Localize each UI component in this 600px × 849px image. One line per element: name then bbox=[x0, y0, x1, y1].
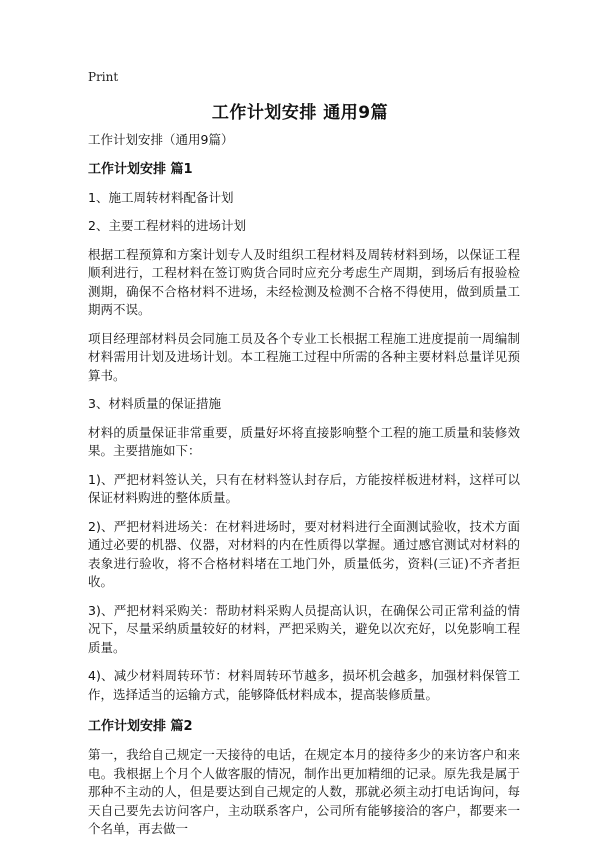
section-heading: 工作计划安排 篇2 bbox=[88, 719, 193, 734]
document-subtitle: 工作计划安排（通用9篇） bbox=[88, 132, 234, 147]
paragraph: 1)、严把材料签认关，只有在材料签认封存后，方能按样板进材料，这样可以保证材料购进的整体质量。 bbox=[88, 471, 520, 505]
paragraph: 4)、减少材料周转环节：材料周转环节越多，损坏机会越多，加强材料保管工作，选择适当的运输方式，能够降低材料成本，提高装修质量。 bbox=[88, 668, 520, 702]
print-label: Print bbox=[88, 70, 119, 84]
section-heading: 工作计划安排 篇1 bbox=[88, 161, 193, 177]
document-title: 工作计划安排 通用9篇 bbox=[211, 103, 389, 123]
paragraph: 2、主要工程材料的进场计划 bbox=[88, 218, 246, 233]
document-body bbox=[88, 131, 520, 849]
paragraph: 项目经理部材料员会同施工员及各个专业工长根据工程施工进度提前一周编制材料需用计划及进场计划。本工程施工过程中所需的各种主要材料总量详见预算书。 bbox=[88, 330, 520, 383]
paragraph: 2)、严把材料进场关：在材料进场时，要对材料进行全面测试验收，技术方面通过必要的机器、仪器，对材料的内在性质得以掌握。通过感官测试对材料的表象进行验收，将不合格材料堵在工地门外，质量低劣，资料(三证)不齐者拒收。 bbox=[88, 518, 520, 589]
paragraph: 第一，我给自己规定一天接待的电话，在规定本月的接待多少的来访客户和来电。我根据上个月个人做客服的情况，制作出更加精细的记录。原先我是属于那种不主动的人，但是要达到自己规定的人数，那就必须主动打电话询问，每天自己要先去访问客户，主动联系客户，公司所有能够接洽的客户，都要来一个名单，再去做一 bbox=[88, 747, 520, 836]
paragraph: 1、施工周转材料配备计划 bbox=[88, 189, 234, 205]
paragraph: 根据工程预算和方案计划专人及时组织工程材料及周转材料到场，以保证工程顺利进行，工程材料在签订购货合同时应充分考虑生产周期，到场后有报验检测期，确保不合格材料不进场，未经检测及检测不合格不得使用，做到质量工期两不误。 bbox=[88, 246, 520, 317]
paragraph: 3)、严把材料采购关：帮助材料采购人员提高认识，在确保公司正常利益的情况下，尽量采纳质量较好的材料，严把采购关，避免以次充好，以免影响工程质量。 bbox=[88, 602, 520, 655]
paragraph: 3、材料质量的保证措施 bbox=[88, 396, 221, 411]
paragraph: 材料的质量保证非常重要，质量好坏将直接影响整个工程的施工质量和装修效果。主要措施如下： bbox=[88, 424, 520, 458]
